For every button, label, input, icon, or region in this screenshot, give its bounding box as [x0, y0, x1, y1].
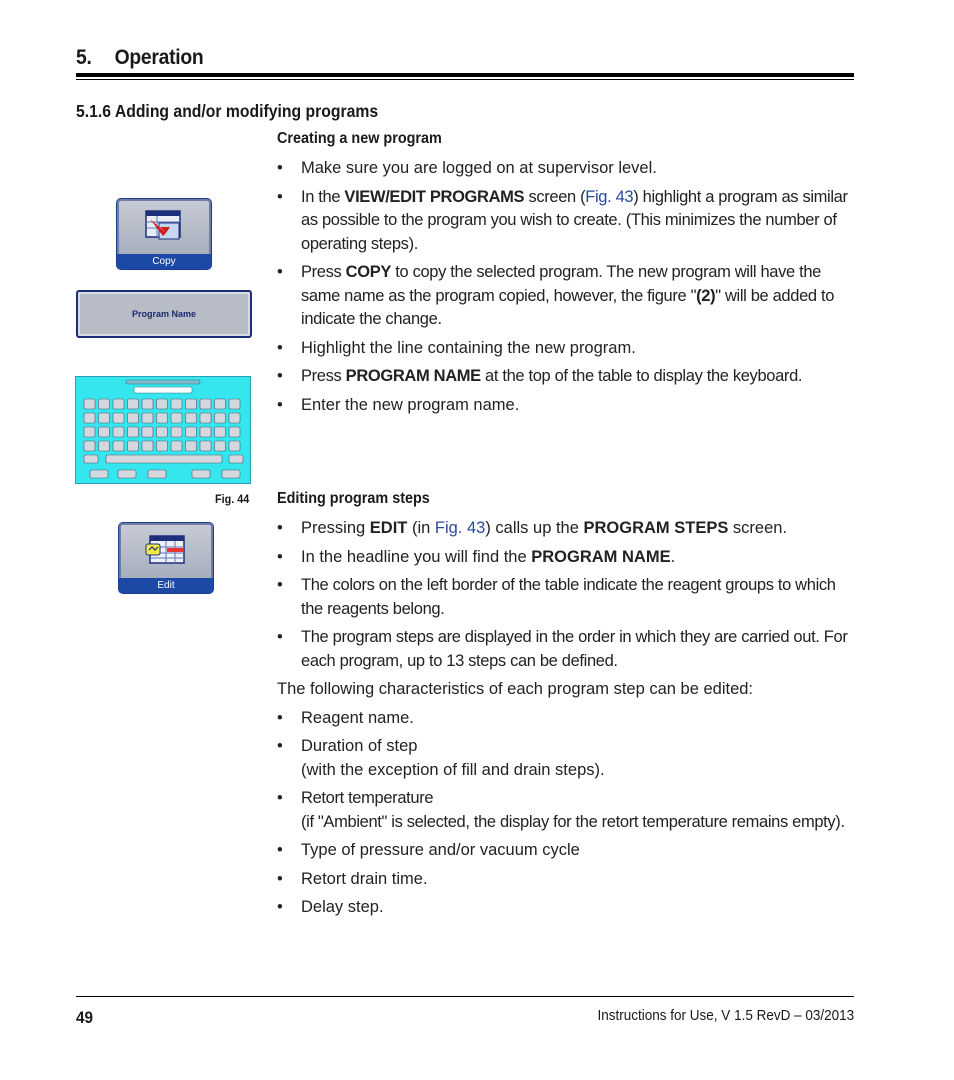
keyboard-key — [142, 413, 153, 423]
keyboard-key — [157, 427, 168, 437]
keyboard-key — [99, 399, 110, 409]
fig-43-link[interactable]: Fig. 43 — [434, 519, 486, 537]
section-title: 5.1.6 Adding and/or modifying programs — [76, 101, 379, 121]
edit-icon — [144, 533, 188, 569]
subheading-creating: Creating a new program — [277, 130, 442, 147]
keyboard-key — [186, 399, 197, 409]
keyboard-key — [200, 427, 211, 437]
program-name-button: Program Name — [76, 290, 252, 338]
keyboard-key — [200, 399, 211, 409]
list-item: • Press COPY to copy the selected program. The new program will have the same name as the program copied, however, the figure "(2)" will be added to indicate the change. — [277, 261, 854, 332]
keyboard-key — [113, 413, 124, 423]
editing-text-block — [277, 517, 854, 925]
keyboard-key — [128, 413, 139, 423]
keyboard-key — [215, 427, 226, 437]
keyboard-key — [186, 427, 197, 437]
header-rule-thick — [76, 73, 854, 77]
list-item: • Type of pressure and/or vacuum cycle — [277, 839, 854, 863]
list-item: • Enter the new program name. — [277, 394, 854, 418]
page-number: 49 — [76, 1008, 94, 1027]
keyboard-key — [84, 399, 95, 409]
keyboard-key — [171, 413, 182, 423]
keyboard-key — [99, 427, 110, 437]
chapter-number: 5. — [76, 46, 92, 69]
list-item: • In the headline you will find the PROGRAM NAME. — [277, 546, 854, 570]
keyboard-command-key — [222, 470, 240, 478]
list-item: • Delay step. — [277, 896, 854, 920]
keyboard-key — [171, 399, 182, 409]
keyboard-key — [229, 427, 240, 437]
keyboard-key — [84, 427, 95, 437]
edit-caption: Edit — [119, 578, 213, 593]
keyboard-key — [99, 441, 110, 451]
keyboard-key — [229, 441, 240, 451]
keyboard-key — [99, 413, 110, 423]
list-item: • The program steps are displayed in the order in which they are carried out. For each program, up to 13 steps can be defined. — [277, 626, 854, 673]
keyboard-key — [215, 441, 226, 451]
list-item: • Press PROGRAM NAME at the top of the table to display the keyboard. — [277, 365, 854, 389]
list-item: • In the VIEW/EDIT PROGRAMS screen (Fig. 43) highlight a program as similar as possible to the program you wish to create. (This minimizes the number of operating steps). — [277, 186, 854, 257]
subheading-editing: Editing program steps — [277, 490, 430, 507]
keyboard-text-field — [134, 387, 192, 393]
chapter-title — [76, 46, 203, 70]
keyboard-key — [128, 441, 139, 451]
keyboard-command-key — [118, 470, 136, 478]
keyboard-title-bar — [126, 380, 200, 384]
keyboard-key — [113, 441, 124, 451]
list-item: • Make sure you are logged on at supervisor level. — [277, 157, 854, 181]
list-item: • Pressing EDIT (in Fig. 43) calls up the PROGRAM STEPS screen. — [277, 517, 854, 541]
copy-caption: Copy — [117, 254, 211, 269]
list-item: • Highlight the line containing the new program. — [277, 337, 854, 361]
list-item: • Retort drain time. — [277, 868, 854, 892]
keyboard-key — [84, 455, 98, 463]
keyboard-key — [113, 427, 124, 437]
keyboard-space-key — [106, 455, 222, 463]
keyboard-key — [186, 441, 197, 451]
footer-rule — [76, 996, 854, 997]
list-item: • Reagent name. — [277, 707, 854, 731]
keyboard-key — [142, 441, 153, 451]
copy-button-icon — [116, 198, 212, 270]
keyboard-key — [84, 441, 95, 451]
keyboard-key — [171, 427, 182, 437]
keyboard-key — [157, 413, 168, 423]
footer-document-info: Instructions for Use, V 1.5 RevD – 03/2013 — [597, 1007, 854, 1024]
edit-button-icon — [118, 522, 214, 594]
paragraph: The following characteristics of each program step can be edited: — [277, 680, 754, 698]
creating-text-block — [277, 157, 854, 422]
keyboard-key — [128, 427, 139, 437]
keyboard-key — [128, 399, 139, 409]
keyboard-command-key — [192, 470, 210, 478]
chapter-title-text: Operation — [114, 46, 204, 69]
keyboard-key — [229, 455, 243, 463]
figure-label: Fig. 44 — [215, 492, 250, 506]
copy-icon — [142, 209, 186, 245]
keyboard-figure — [75, 376, 251, 484]
keyboard-key — [157, 441, 168, 451]
keyboard-command-key — [90, 470, 108, 478]
keyboard-key — [215, 413, 226, 423]
fig-43-link[interactable]: Fig. 43 — [585, 187, 634, 206]
keyboard-image — [76, 377, 250, 483]
keyboard-key — [200, 413, 211, 423]
list-item: • The colors on the left border of the table indicate the reagent groups to which the reagents belong. — [277, 574, 854, 621]
keyboard-key — [142, 427, 153, 437]
header-rule-thin — [76, 79, 854, 80]
list-item: • Duration of step (with the exception of fill and drain steps). — [277, 735, 854, 782]
keyboard-key — [171, 441, 182, 451]
keyboard-key — [215, 399, 226, 409]
keyboard-key — [84, 413, 95, 423]
keyboard-key — [229, 413, 240, 423]
keyboard-key — [229, 399, 240, 409]
keyboard-key — [157, 399, 168, 409]
keyboard-command-key — [148, 470, 166, 478]
keyboard-key — [113, 399, 124, 409]
keyboard-key — [142, 399, 153, 409]
keyboard-key — [200, 441, 211, 451]
list-item: • Retort temperature (if "Ambient" is selected, the display for the retort temperature remains empty). — [277, 787, 854, 834]
keyboard-key — [186, 413, 197, 423]
